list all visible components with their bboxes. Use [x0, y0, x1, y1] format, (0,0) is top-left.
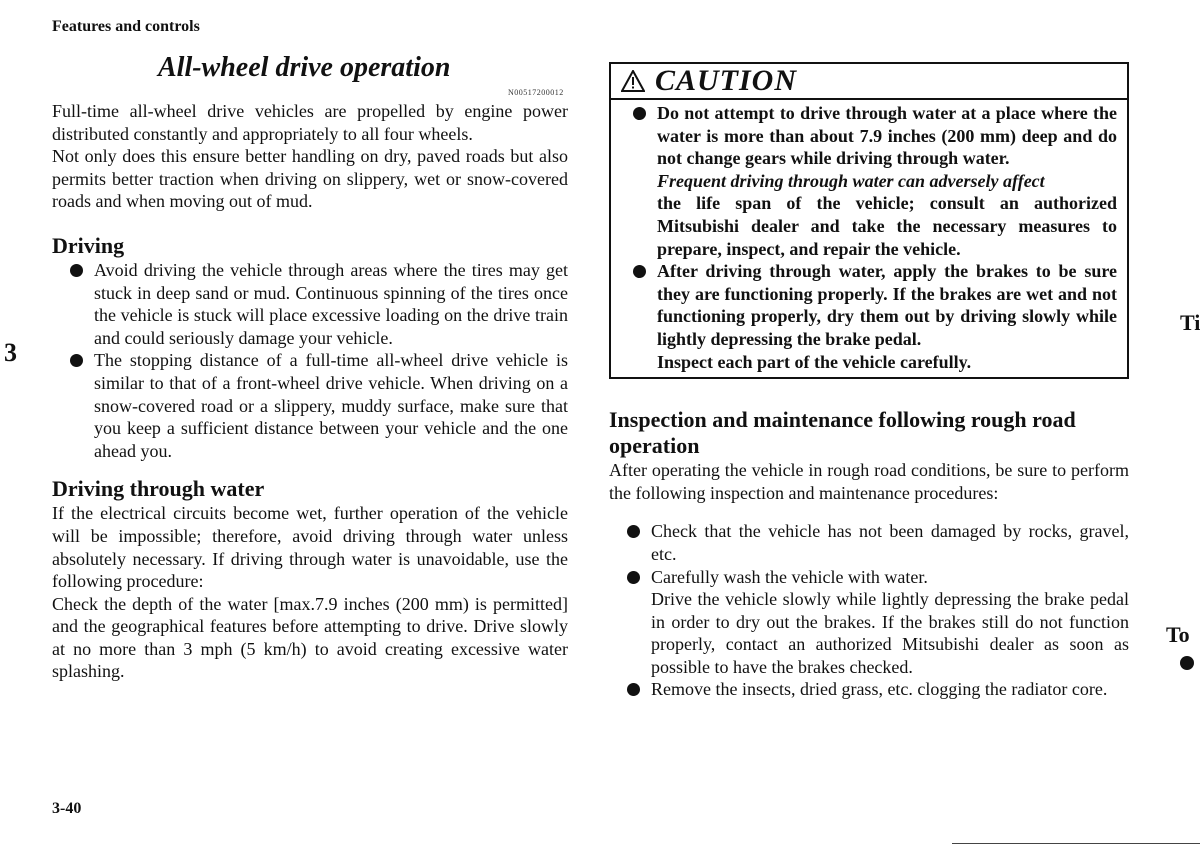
left-column	[52, 100, 568, 683]
bullet-icon	[627, 683, 640, 696]
chapter-tab: 3	[4, 338, 17, 367]
caution-header	[611, 64, 1127, 100]
section-header: Features and controls	[52, 18, 200, 35]
inspection-intro: After operating the vehicle in rough road conditions, be sure to perform the following inspection and maintenance procedures:	[609, 460, 1129, 503]
driving-list	[52, 259, 568, 462]
inspection-heading: Inspection and maintenance following rough road operation	[609, 407, 1076, 459]
bullet-icon	[627, 525, 640, 538]
list-item-text: Avoid driving the vehicle through areas where the tires may get stuck in deep sand or mud. Continuous spinning of the tires once the vehicle is stuck will place excessive loading on the drive train and could seriously damage your vehicle.	[94, 259, 568, 348]
list-item-text: Carefully wash the vehicle with water.	[651, 566, 928, 587]
caution-item-extra: Inspect each part of the vehicle carefully.	[657, 351, 972, 372]
list-item	[52, 259, 568, 349]
edge-bullet-icon	[1180, 656, 1194, 670]
caution-box	[609, 62, 1129, 379]
reference-code: N00517200012	[508, 88, 564, 97]
list-item	[52, 349, 568, 462]
list-item	[609, 678, 1129, 701]
caution-item	[611, 102, 1117, 260]
caution-list	[611, 100, 1127, 377]
page-number: 3-40	[52, 800, 82, 817]
bullet-icon	[633, 107, 646, 120]
right-column	[609, 62, 1129, 701]
bullet-icon	[627, 571, 640, 584]
list-item	[609, 520, 1129, 565]
intro-paragraph-1: Full-time all-wheel drive vehicles are propelled by engine power distributed constantly and appropriately to all four wheels.	[52, 101, 568, 144]
list-item	[609, 566, 1129, 679]
list-item-text: Remove the insects, dried grass, etc. clogging the radiator core.	[651, 679, 1108, 700]
driving-heading: Driving	[52, 232, 125, 258]
bullet-icon	[633, 265, 646, 278]
bullet-icon	[70, 264, 83, 277]
caution-item-text: After driving through water, apply the brakes to be sure they are functioning properly. If the brakes are wet and not functioning properly, dry them out by driving slowly while lightly depressing the brake pedal.	[657, 261, 1117, 349]
caution-item-italic: Frequent driving through water can adversely affect	[657, 170, 1045, 191]
caution-item-text: Do not attempt to drive through water at a place where the water is more than about 7.9 inches (200 mm) deep and do not change gears while driving through water.	[657, 103, 1117, 169]
caution-title: CAUTION	[655, 64, 798, 97]
edge-fragment: To	[1166, 622, 1190, 647]
water-paragraph-1: If the electrical circuits become wet, further operation of the vehicle will be impossible; therefore, avoid driving through water unless absolutely necessary. If driving through water is unavoidable, use the following procedure:	[52, 503, 568, 592]
water-paragraph-2: Check the depth of the water [max.7.9 inches (200 mm) is permitted] and the geographical features before attempting to drive. Drive slowly at no more than 3 mph (5 km/h) to avoid creating excessive water splashing.	[52, 593, 568, 682]
warning-triangle-icon	[621, 70, 645, 92]
inspection-list	[609, 520, 1129, 701]
bottom-rule	[952, 843, 1200, 844]
list-item-extra: Drive the vehicle slowly while lightly depressing the brake pedal in order to dry out the brakes. If the brakes still do not function properly, contact an authorized Mitsubishi dealer as soon as possible to have the brakes checked.	[651, 589, 1129, 677]
intro-paragraph-2: Not only does this ensure better handling on dry, paved roads but also permits better traction when driving on slippery, wet or snow-covered roads and when moving out of mud.	[52, 146, 568, 212]
list-item-text: Check that the vehicle has not been damaged by rocks, gravel, etc.	[651, 521, 1129, 564]
page-title: All-wheel drive operation	[158, 52, 451, 83]
driving-through-water-heading: Driving through water	[52, 476, 265, 502]
list-item-text: The stopping distance of a full-time all-wheel drive vehicle is similar to that of a front-wheel drive vehicle. When driving on a snow-covered road or a slippery, muddy surface, make sure that you keep a sufficient distance between your vehicle and the one ahead you.	[94, 350, 568, 461]
caution-item-rest: the life span of the vehicle; consult an authorized Mitsubishi dealer and take the necessary measures to prepare, inspect, and repair the vehicle.	[657, 193, 1117, 259]
edge-fragment: Ti	[1180, 310, 1200, 335]
bullet-icon	[70, 354, 83, 367]
caution-item	[611, 260, 1117, 373]
